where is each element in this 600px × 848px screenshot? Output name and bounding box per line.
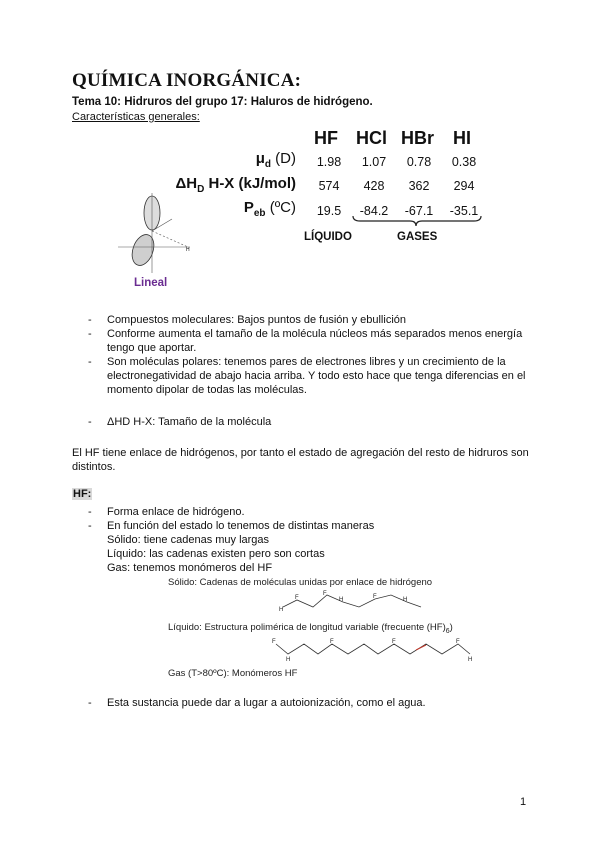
cell: -84.2 bbox=[359, 204, 389, 218]
list-item: - Compuestos moleculares: Bajos puntos de fusión y ebullición bbox=[88, 314, 406, 326]
delta-bullet bbox=[88, 415, 538, 429]
col-hcl: HCl bbox=[356, 128, 387, 148]
atom-f: F bbox=[272, 639, 276, 645]
figure-solid-caption: Sólido: Cadenas de moléculas unidas por enlace de hidrógeno bbox=[168, 577, 433, 588]
cell: -67.1 bbox=[404, 204, 434, 218]
general-bullet-list bbox=[88, 313, 538, 397]
atom-f: F bbox=[330, 639, 334, 645]
row-label-dipole bbox=[96, 150, 296, 170]
atom-f: F bbox=[323, 591, 327, 597]
atom-h: H bbox=[403, 597, 408, 603]
atom-h-label: H bbox=[186, 247, 190, 253]
col-hbr: HBr bbox=[401, 128, 435, 148]
list-item: - Esta sustancia puede dar a lugar a autoionización, como el agua. bbox=[88, 697, 426, 709]
section-subtitle: Características generales: bbox=[72, 111, 200, 123]
molecular-orbital-figure bbox=[110, 193, 195, 278]
row-label-rest: (D) bbox=[271, 150, 296, 167]
hf-bullet-list bbox=[88, 505, 538, 533]
state-solid: Sólido: tiene cadenas muy largas bbox=[107, 534, 270, 546]
cell: 362 bbox=[408, 179, 430, 193]
document-title: QUÍMICA INORGÁNICA: bbox=[72, 70, 302, 91]
atom-h: H bbox=[339, 597, 344, 603]
figure-liquid-caption: Líquido: Estructura polimérica de longitud variable (frecuente $(HF)_6$) bbox=[168, 622, 453, 635]
atom-f: F bbox=[373, 594, 377, 600]
atom-h: H bbox=[468, 657, 473, 662]
row-label-sub: D bbox=[197, 184, 205, 195]
list-item: - En función del estado lo tenemos de distintas maneras bbox=[88, 520, 375, 532]
gases-brace bbox=[350, 214, 490, 228]
hf-heading: HF: bbox=[73, 488, 92, 500]
cell: 1.07 bbox=[361, 155, 387, 169]
cell: 0.38 bbox=[451, 155, 477, 169]
cell: 294 bbox=[453, 179, 475, 193]
state-gas: Gas: tenemos monómeros del HF bbox=[107, 562, 273, 574]
atom-h: H bbox=[279, 607, 284, 613]
cell: 428 bbox=[363, 179, 385, 193]
atom-h: H bbox=[286, 657, 291, 662]
final-bullet bbox=[88, 696, 538, 710]
page-number: 1 bbox=[520, 796, 527, 808]
row-label-sub: d bbox=[264, 159, 271, 170]
row-label-rest: H-X (kJ/mol) bbox=[204, 175, 296, 192]
col-hf: HF bbox=[314, 128, 338, 148]
liquid-chain-figure bbox=[270, 636, 480, 662]
cell: 574 bbox=[318, 179, 340, 193]
cell: -35.1 bbox=[449, 204, 479, 218]
row-label-main: ΔH bbox=[175, 175, 198, 192]
figure-gas-caption: Gas (T>80ºC): Monómeros HF bbox=[168, 668, 298, 679]
atom-f: F bbox=[392, 639, 396, 645]
list-item: - Son moléculas polares: tenemos pares de electrones libres y un crecimiento de la electronegatividad de abajo hacia arriba. Y todo esto hace que tenga diferencias en el momento dipolar de todas las moléculas. bbox=[88, 356, 526, 396]
row-label-sub: eb bbox=[253, 208, 266, 219]
state-gases-label: GASES bbox=[397, 231, 438, 243]
hf-paragraph: El HF tiene enlace de hidrógenos, por tanto el estado de agregación del resto de hidruros son distintos. bbox=[72, 447, 529, 473]
molecule-caption: Lineal bbox=[134, 277, 168, 289]
state-liquid: Líquido: las cadenas existen pero son cortas bbox=[107, 548, 325, 560]
list-item: - Conforme aumenta el tamaño de la molécula núcleos más separados menos energía tengo que aportar. bbox=[88, 328, 523, 354]
row-label-enthalpy bbox=[96, 175, 296, 195]
row-label-rest: (ºC) bbox=[265, 199, 296, 216]
topic-heading: Tema 10: Hidruros del grupo 17: Haluros de hidrógeno. bbox=[72, 96, 373, 108]
cell: 1.98 bbox=[316, 155, 342, 169]
atom-f: F bbox=[456, 639, 460, 645]
cell: 0.78 bbox=[406, 155, 432, 169]
row-label-main: μ bbox=[255, 150, 265, 167]
state-liquid-label: LÍQUIDO bbox=[304, 231, 352, 243]
atom-f: F bbox=[295, 595, 299, 601]
list-item: - Forma enlace de hidrógeno. bbox=[88, 506, 245, 518]
cell: 19.5 bbox=[316, 204, 342, 218]
list-item: - ΔHD H-X: Tamaño de la molécula bbox=[88, 416, 272, 428]
col-hi: HI bbox=[453, 128, 471, 148]
row-label-main: P bbox=[243, 199, 254, 216]
solid-chain-figure bbox=[275, 590, 445, 616]
